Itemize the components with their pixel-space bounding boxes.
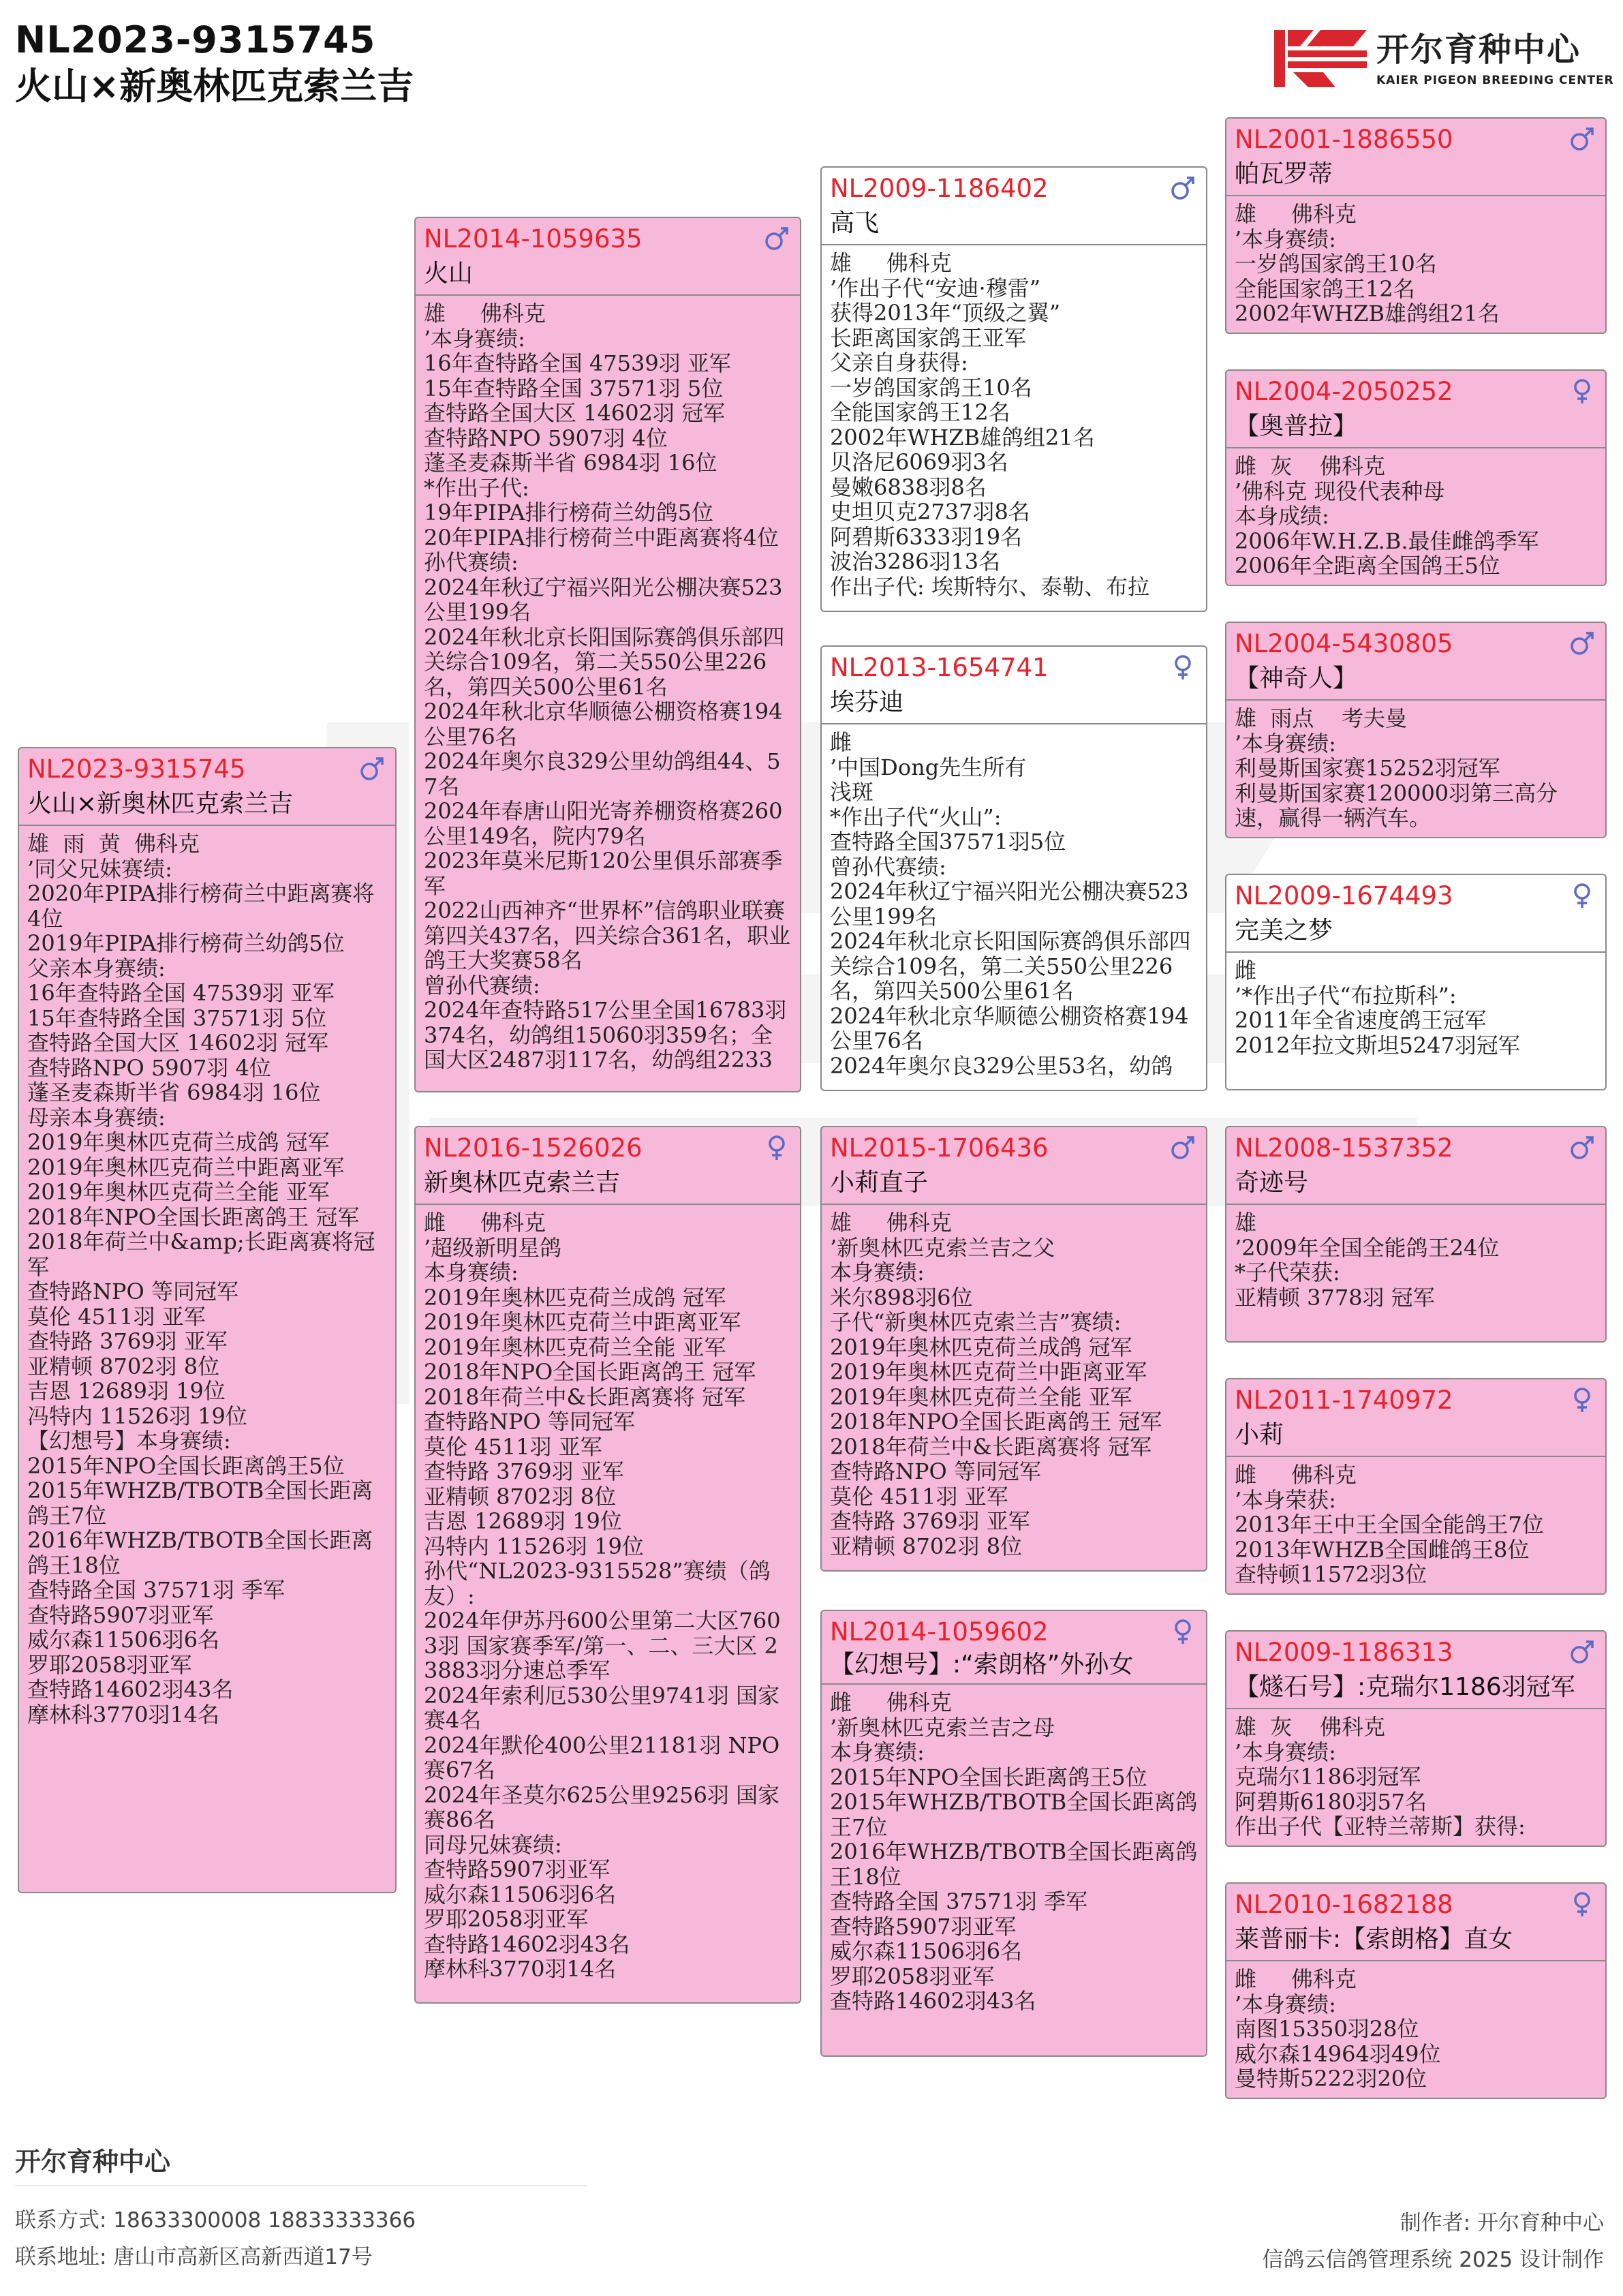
card-line: 2024年伊苏丹600公里第二大区7603羽 国家赛季军/第一、二、三大区 23883羽分速总季军 — [424, 1608, 781, 1683]
card-line: ’作出子代“安迪·穆雷” — [830, 275, 1041, 301]
male-symbol-icon — [1568, 1638, 1596, 1666]
pigeon-name: 高飞 — [830, 209, 880, 237]
card-line: 孙代赛绩: — [424, 549, 519, 575]
card-line: 查特路全国大区 14602羽 冠军 — [424, 400, 726, 426]
card-line: 曼特斯5222羽20位 — [1235, 2066, 1427, 2092]
card-line: 2016年WHZB/TBOTB全国长距离鸽王18位 — [27, 1527, 373, 1578]
card-body — [1226, 701, 1605, 831]
card-line: 雄 佛科克 — [830, 1210, 952, 1236]
card-body — [1226, 1961, 1605, 2092]
ring-number: NL2009-1186402 — [830, 174, 1049, 203]
card-line: 雄 佛科克 — [1235, 201, 1357, 227]
pigeon-name: 奇迹号 — [1235, 1169, 1309, 1197]
card-line: 雄 佛科克 — [830, 250, 952, 276]
ring-number: NL2004-5430805 — [1235, 629, 1453, 658]
card-line: 一岁鸽国家鸽王10名 — [830, 374, 1032, 401]
card-line: 雌 佛科克 — [830, 1689, 952, 1715]
card-line: 雄 — [1235, 1210, 1257, 1236]
pedigree-card-dsd[interactable] — [1225, 1378, 1607, 1595]
card-line: 2006年全距离全国鸽王5位 — [1235, 553, 1500, 579]
card-line: 2019年奥林匹克荷兰全能 亚军 — [830, 1383, 1132, 1410]
ring-number: NL2008-1537352 — [1235, 1133, 1453, 1163]
card-line: 2022山西神齐“世界杯”信鸽职业联赛第四关437名，四关综合361名，职业鸽王大奖赛58名 — [424, 898, 791, 973]
card-line: 2024年默伦400公里21181羽 NPO赛67名 — [424, 1732, 780, 1783]
female-symbol-icon — [1568, 378, 1596, 405]
pedigree-card-ssd[interactable] — [1225, 369, 1607, 586]
pigeon-name: 【奥普拉】 — [1235, 412, 1358, 440]
ring-number: NL2015-1706436 — [830, 1133, 1049, 1163]
pigeon-name: 莱普丽卡:【索朗格】直女 — [1235, 1925, 1513, 1953]
kaier-logo-icon — [1273, 26, 1368, 91]
card-line: 2018年NPO全国长距离鸽王 冠军 — [27, 1204, 360, 1230]
pigeon-name: 完美之梦 — [1235, 917, 1333, 945]
card-line: 查特路全国大区 14602羽 冠军 — [27, 1030, 329, 1056]
card-line: 同母兄妹赛绩: — [424, 1831, 562, 1858]
ring-number: NL2009-1674493 — [1235, 881, 1453, 910]
ring-number: NL2023-9315745 — [27, 754, 246, 784]
card-line: 阿碧斯6180羽57名 — [1235, 1788, 1427, 1815]
card-line: 全能国家鸽王12名 — [830, 399, 1010, 425]
card-line: 查特路全国37571羽5位 — [830, 829, 1066, 855]
card-line: ’新奥林匹克索兰吉之父 — [830, 1234, 1055, 1261]
card-line: 2015年WHZB/TBOTB全国长距离鸽王7位 — [830, 1789, 1198, 1840]
card-line: 吉恩 12689羽 19位 — [27, 1378, 226, 1404]
card-line: 本身赛绩: — [830, 1739, 925, 1765]
card-line: 查特路NPO 5907羽 4位 — [27, 1054, 271, 1081]
card-line: ’新奥林匹克索兰吉之母 — [830, 1714, 1055, 1741]
card-line: 查特路 3769羽 亚军 — [830, 1508, 1030, 1534]
card-body — [416, 296, 800, 1073]
footer-divider — [15, 2185, 587, 2186]
card-line: 2024年春唐山阳光寄养棚资格赛260公里149名，院内79名 — [424, 798, 783, 849]
pigeon-name: 小莉 — [1235, 1421, 1284, 1449]
card-line: ’2009年全国全能鸽王24位 — [1235, 1234, 1500, 1261]
pigeon-name: 小莉直子 — [830, 1169, 929, 1197]
ring-number: NL2014-1059635 — [424, 224, 643, 254]
card-line: 2013年王中王全国全能鸽王7位 — [1235, 1512, 1544, 1537]
ring-number: NL2011-1740972 — [1235, 1386, 1453, 1415]
card-body — [1226, 1709, 1605, 1839]
pigeon-name: 火山 — [424, 260, 474, 288]
card-body — [1226, 1457, 1605, 1587]
card-line: 雌 佛科克 — [1235, 1966, 1357, 1992]
male-symbol-icon — [358, 755, 386, 782]
male-symbol-icon — [1169, 1134, 1196, 1161]
card-line: 冯特内 11526羽 19位 — [27, 1403, 247, 1429]
card-line: 查特路全国 37571羽 季军 — [27, 1577, 285, 1603]
female-symbol-icon — [1568, 882, 1596, 909]
card-line: 孙代“NL2023-9315528”赛绩（鸽友）: — [424, 1558, 771, 1609]
card-line: 罗耶2058羽亚军 — [27, 1651, 192, 1678]
card-line: 亚精顿 8702羽 8位 — [830, 1533, 1023, 1559]
card-line: 南图15350羽28位 — [1235, 2016, 1419, 2042]
card-line: 曾孙代赛绩: — [424, 972, 540, 998]
card-line: 雄 雨 黄 佛科克 — [27, 831, 200, 857]
card-line: ’*作出子代“布拉斯科”: — [1235, 982, 1457, 1009]
card-line: 曼嫩6838羽8名 — [830, 474, 987, 500]
card-line: 母亲本身赛绩: — [27, 1104, 166, 1131]
pedigree-ring-number: NL2023-9315745 — [15, 18, 376, 61]
card-line: 2018年NPO全国长距离鸽王 冠军 — [424, 1359, 756, 1385]
card-line: 2024年秋北京长阳国际赛鸽俱乐部四关综合109名，第二关550公里226名，第四关500公里61名 — [424, 624, 785, 700]
card-body — [1226, 1205, 1605, 1310]
card-line: 查特路5907羽亚军 — [830, 1913, 1017, 1940]
card-line: 莫伦 4511羽 亚军 — [27, 1303, 206, 1330]
card-line: 威尔森11506羽6名 — [830, 1938, 1023, 1964]
female-symbol-icon — [1568, 1386, 1596, 1413]
card-line: 本身赛绩: — [424, 1259, 519, 1285]
card-line: 2012年拉文斯坦5247羽冠军 — [1235, 1032, 1520, 1058]
card-line: 亚精顿 3778羽 冠军 — [1235, 1284, 1435, 1311]
card-line: 2019年奥林匹克荷兰全能 亚军 — [27, 1179, 330, 1205]
card-line: 2024年秋北京华顺德公棚资格赛194公里76名 — [830, 1002, 1189, 1054]
ring-number: NL2009-1186313 — [1235, 1638, 1453, 1667]
card-line: 2002年WHZB雄鸽组21名 — [830, 424, 1095, 450]
card-line: 查特路5907羽亚军 — [424, 1856, 610, 1882]
pigeon-name: 【神奇人】 — [1235, 664, 1358, 692]
pigeon-name: 新奥林匹克索兰吉 — [424, 1169, 621, 1197]
card-line: 查特路 3769羽 亚军 — [27, 1328, 228, 1354]
pigeon-name: 【燧石号】:克瑞尔1186羽冠军 — [1235, 1673, 1575, 1701]
card-line: 吉恩 12689羽 19位 — [424, 1508, 622, 1534]
card-line: 莫伦 4511羽 亚军 — [424, 1433, 602, 1460]
card-line: 本身成绩: — [1235, 503, 1329, 529]
card-line: 2006年W.H.Z.B.最佳雌鸽季军 — [1235, 527, 1539, 554]
card-line: 2018年荷兰中&长距离赛将 冠军 — [830, 1433, 1152, 1460]
male-symbol-icon — [1169, 174, 1196, 202]
card-line: 2011年全省速度鸽王冠军 — [1235, 1007, 1487, 1033]
card-line: 雌 — [1235, 958, 1257, 983]
card-line: 查特路14602羽43名 — [27, 1677, 234, 1702]
card-line: 2024年奥尔良329公里幼鸽组44、57名 — [424, 748, 781, 799]
card-line: ’本身赛绩: — [1235, 730, 1336, 756]
pedigree-card-subject[interactable] — [18, 747, 397, 1893]
card-line: 2019年PIPA排行榜荷兰幼鸽5位 — [27, 930, 345, 956]
card-line: 查特路全国 37571羽 季军 — [830, 1888, 1088, 1914]
card-line: ’中国Dong先生所有 — [830, 754, 1027, 780]
card-line: 莫伦 4511羽 亚军 — [830, 1483, 1008, 1510]
card-line: 作出子代: 埃斯特尔、泰勒、布拉 — [830, 573, 1149, 600]
card-line: 2002年WHZB雄鸽组21名 — [1235, 301, 1500, 326]
card-line: ’本身赛绩: — [1235, 1739, 1336, 1765]
card-body — [1226, 448, 1605, 579]
card-line: 雌 佛科克 — [1235, 1462, 1357, 1488]
card-body — [416, 1205, 800, 1982]
card-line: 贝洛尼6069羽3名 — [830, 449, 1008, 475]
pedigree-card-sire-sire[interactable] — [820, 166, 1207, 612]
card-line: 曾孙代赛绩: — [830, 853, 946, 880]
card-line: 罗耶2058羽亚军 — [830, 1963, 995, 1989]
card-line: 2019年奥林匹克荷兰全能 亚军 — [424, 1334, 726, 1360]
card-body — [19, 826, 395, 1727]
card-line: ’本身赛绩: — [1235, 226, 1336, 252]
card-line: 2015年WHZB/TBOTB全国长距离鸽王7位 — [27, 1478, 373, 1529]
card-line: 15年查特路全国 37571羽 5位 — [27, 1005, 327, 1031]
pedigree-card-dds[interactable] — [1225, 1630, 1607, 1847]
male-symbol-icon — [763, 225, 790, 252]
card-line: 罗耶2058羽亚军 — [424, 1906, 589, 1932]
card-line: 利曼斯国家赛120000羽第三高分速，赢得一辆汽车。 — [1235, 780, 1558, 831]
card-line: 父亲自身获得: — [830, 350, 968, 376]
card-line: 2015年NPO全国长距离鸽王5位 — [830, 1764, 1147, 1790]
card-line: *作出子代: — [424, 474, 529, 501]
card-line: 本身赛绩: — [830, 1259, 925, 1285]
card-line: 蓬圣麦森斯半省 6984羽 16位 — [424, 450, 717, 476]
card-line: 长距离国家鸽王亚军 — [830, 324, 1027, 351]
card-line: 2024年秋辽宁福兴阳光公棚决赛523公里199名 — [830, 878, 1189, 930]
pigeon-name: 【幻想号】:“索朗格”外孙女 — [830, 1651, 1134, 1679]
pedigree-title: 火山×新奥林匹克索兰吉 — [15, 65, 414, 108]
card-line: 浅斑 — [830, 779, 874, 805]
card-body — [822, 1205, 1206, 1559]
card-line: 2019年奥林匹克荷兰中距离亚军 — [830, 1359, 1147, 1385]
card-line: ’同父兄妹赛绩: — [27, 855, 172, 882]
pigeon-name: 埃芬迪 — [830, 688, 904, 716]
pedigree-card-dam[interactable] — [414, 1126, 801, 2004]
ring-number: NL2004-2050252 — [1235, 377, 1453, 406]
card-line: 2018年荷兰中&amp;长距离赛将冠军 — [27, 1229, 375, 1280]
pedigree-card-sds[interactable] — [1225, 622, 1607, 838]
card-line: 2018年荷兰中&长距离赛将 冠军 — [424, 1383, 746, 1410]
pedigree-card-sss[interactable] — [1225, 117, 1607, 334]
brand-logo — [1273, 26, 1614, 94]
card-line: 2024年秋辽宁福兴阳光公棚决赛523公里199名 — [424, 574, 783, 625]
card-line: 威尔森11506羽6名 — [424, 1881, 617, 1908]
card-line: 查特路NPO 5907羽 4位 — [424, 425, 668, 451]
pedigree-card-sire[interactable] — [414, 217, 801, 1092]
footer-title: 开尔育种中心 — [15, 2147, 171, 2177]
card-line: 2015年NPO全国长距离鸽王5位 — [27, 1452, 345, 1479]
card-line: 2024年秋北京华顺德公棚资格赛194公里76名 — [424, 699, 783, 750]
card-line: 雌 灰 佛科克 — [1235, 453, 1386, 479]
card-line: 2018年NPO全国长距离鸽王 冠军 — [830, 1409, 1162, 1435]
card-line: 波治3286羽13名 — [830, 549, 1001, 575]
card-line: 全能国家鸽王12名 — [1235, 275, 1415, 302]
card-body — [1226, 196, 1605, 326]
card-line: 2024年奥尔良329公里53名，幼鸽 — [830, 1052, 1173, 1079]
pedigree-card-dam-sire[interactable] — [820, 1126, 1207, 1572]
card-line: *作出子代“火山”: — [830, 803, 1002, 830]
card-body — [822, 724, 1206, 1078]
card-line: 查特路5907羽亚军 — [27, 1602, 214, 1628]
card-line: 克瑞尔1186羽冠军 — [1235, 1764, 1421, 1790]
card-line: 2013年WHZB全国雌鸽王8位 — [1235, 1536, 1530, 1563]
footer-address: 联系地址: 唐山市高新区高新西道17号 — [15, 2245, 373, 2269]
card-line: 2024年查特路517公里全国16783羽374名，幼鸽组15060羽359名；全国大区2487羽117名，幼鸽组2233 — [424, 997, 787, 1073]
pedigree-card-ddd[interactable] — [1225, 1882, 1607, 2099]
card-line: 2019年奥林匹克荷兰成鸽 冠军 — [27, 1129, 330, 1155]
pedigree-card-dss[interactable] — [1225, 1126, 1607, 1343]
card-line: 16年查特路全国 47539羽 亚军 — [424, 350, 731, 376]
pedigree-card-dam-dam[interactable] — [820, 1610, 1207, 2057]
female-symbol-icon — [1568, 1891, 1596, 1918]
card-line: ’本身赛绩: — [424, 325, 525, 352]
ring-number: NL2010-1682188 — [1235, 1890, 1453, 1919]
card-line: 亚精顿 8702羽 8位 — [27, 1353, 220, 1379]
card-line: 2024年秋北京长阳国际赛鸽俱乐部四关综合109名，第二关550公里226名，第四关500公里61名 — [830, 928, 1191, 1004]
card-line: 【幻想号】本身赛绩: — [27, 1428, 231, 1454]
card-line: 利曼斯国家赛15252羽冠军 — [1235, 755, 1500, 781]
card-line: 2016年WHZB/TBOTB全国长距离鸽王18位 — [830, 1839, 1198, 1890]
card-line: 查特路NPO 等同冠军 — [27, 1279, 238, 1304]
card-line: 摩林科3770羽14名 — [424, 1956, 617, 1982]
card-line: 雄 佛科克 — [424, 301, 546, 326]
male-symbol-icon — [1568, 1134, 1596, 1161]
footer-system: 信鸽云信鸽管理系统 2025 设计制作 — [1262, 2248, 1604, 2272]
card-line: 子代“新奥林匹克索兰吉”赛绩: — [830, 1309, 1122, 1335]
card-line: 雄 灰 佛科克 — [1235, 1714, 1386, 1740]
card-line: 查特路NPO 等同冠军 — [424, 1409, 635, 1435]
card-line: ’佛科克 现役代表种母 — [1235, 478, 1445, 504]
card-line: 雄 雨点 考夫曼 — [1235, 705, 1408, 731]
card-line: 一岁鸽国家鸽王10名 — [1235, 251, 1437, 277]
card-body — [822, 245, 1206, 599]
card-line: 2024年索利厄530公里9741羽 国家赛4名 — [424, 1682, 780, 1733]
ring-number: NL2016-1526026 — [424, 1133, 643, 1163]
card-line: 2019年奥林匹克荷兰成鸽 冠军 — [830, 1334, 1132, 1360]
brand-name-en: KAIER PIGEON BREEDING CENTER — [1376, 74, 1614, 87]
ring-number: NL2014-1059602 — [830, 1617, 1049, 1647]
card-line: 查特路14602羽43名 — [424, 1931, 630, 1957]
card-line: 19年PIPA排行榜荷兰幼鸽5位 — [424, 500, 713, 525]
card-line: 15年查特路全国 37571羽 5位 — [424, 375, 724, 401]
card-line: 阿碧斯6333羽19名 — [830, 523, 1023, 550]
card-line: *子代荣获: — [1235, 1259, 1340, 1285]
card-line: 2024年圣莫尔625公里9256羽 国家赛86名 — [424, 1781, 780, 1833]
card-line: 获得2013年“顶级之翼” — [830, 300, 1061, 326]
pigeon-name: 火山×新奥林匹克索兰吉 — [27, 790, 294, 818]
card-body — [1226, 953, 1605, 1058]
card-line: ’超级新明星鸽 — [424, 1234, 562, 1261]
card-line: 威尔森14964羽49位 — [1235, 2040, 1441, 2067]
card-line: 雌 — [830, 729, 852, 755]
female-symbol-icon — [1169, 1618, 1196, 1645]
card-line: 20年PIPA排行榜荷兰中距离赛将4位 — [424, 524, 779, 551]
card-line: 2020年PIPA排行榜荷兰中距离赛将4位 — [27, 881, 375, 932]
ring-number: NL2001-1886550 — [1235, 125, 1453, 154]
footer-contact: 联系方式: 18633300008 18833333366 — [15, 2208, 416, 2233]
ring-number: NL2013-1654741 — [830, 653, 1049, 682]
card-line: 史坦贝克2737羽8名 — [830, 499, 1030, 525]
card-line: ’本身赛绩: — [1235, 1991, 1336, 2017]
card-line: 蓬圣麦森斯半省 6984羽 16位 — [27, 1080, 321, 1105]
card-line: ’本身荣获: — [1235, 1486, 1336, 1513]
male-symbol-icon — [1568, 125, 1596, 153]
card-line: 查特路 3769羽 亚军 — [424, 1458, 624, 1484]
pedigree-card-sdd[interactable] — [1225, 874, 1607, 1090]
card-line: 父亲本身赛绩: — [27, 955, 166, 981]
card-line: 摩林科3770羽14名 — [27, 1701, 220, 1728]
card-line: 2019年奥林匹克荷兰成鸽 冠军 — [424, 1284, 726, 1311]
pigeon-name: 帕瓦罗蒂 — [1235, 160, 1333, 188]
footer-maker: 制作者: 开尔育种中心 — [1400, 2211, 1604, 2235]
card-line: 2019年奥林匹克荷兰中距离亚军 — [27, 1154, 345, 1180]
card-line: 16年查特路全国 47539羽 亚军 — [27, 980, 335, 1006]
card-line: 2019年奥林匹克荷兰中距离亚军 — [424, 1309, 741, 1335]
card-line: 查特顿11572羽3位 — [1235, 1561, 1427, 1587]
card-line: 查特路14602羽43名 — [830, 1988, 1036, 2014]
card-body — [822, 1685, 1206, 2014]
card-line: 冯特内 11526羽 19位 — [424, 1533, 644, 1559]
card-line: 威尔森11506羽6名 — [27, 1627, 220, 1653]
card-line: 查特路NPO 等同冠军 — [830, 1458, 1041, 1484]
brand-name-cn: 开尔育种中心 — [1376, 31, 1581, 69]
card-line: 作出子代【亚特兰蒂斯】获得: — [1235, 1813, 1526, 1839]
pedigree-card-sire-dam[interactable] — [820, 645, 1207, 1091]
card-line: 米尔898羽6位 — [830, 1284, 973, 1311]
male-symbol-icon — [1568, 630, 1596, 657]
card-line: 亚精顿 8702羽 8位 — [424, 1483, 617, 1510]
card-line: 2023年莫米尼斯120公里俱乐部赛季军 — [424, 848, 783, 899]
female-symbol-icon — [1169, 654, 1196, 681]
card-line: 雌 佛科克 — [424, 1210, 546, 1236]
female-symbol-icon — [763, 1134, 790, 1161]
